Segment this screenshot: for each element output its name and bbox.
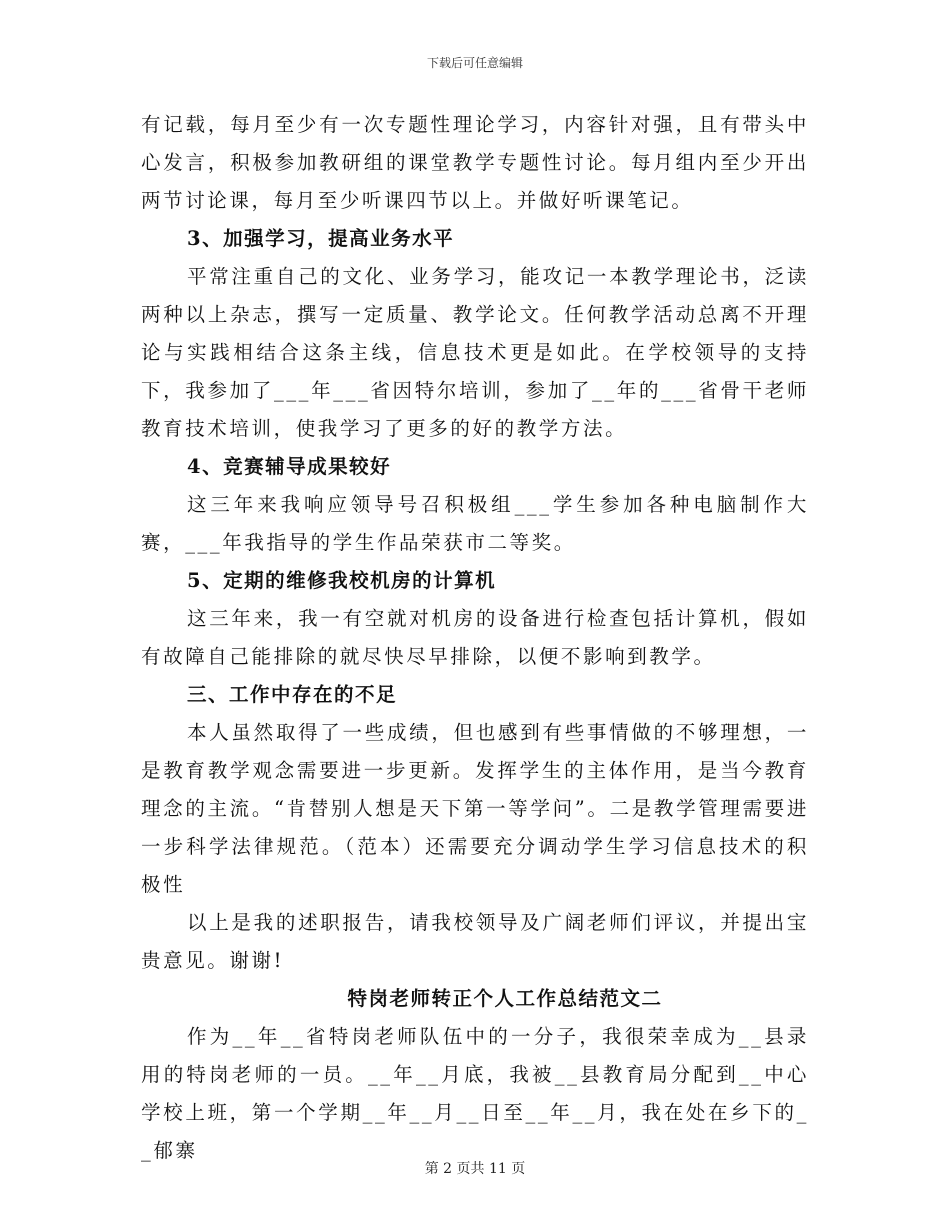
paragraph-shortcomings: 本人虽然取得了一些成绩，但也感到有些事情做的不够理想，一是教育教学观念需要进一步更新。发挥学生的主体作用，是当今教育理念的主流。“肯替别人想是天下第一等学问”。二是教学管理需要进一步科学法律规范。（范本）还需要充分调动学生学习信息技术的积极性 xyxy=(141,721,809,896)
section-title: 特岗老师转正个人工作总结范文二 xyxy=(347,987,663,1010)
heading-competition: 4、竞赛辅导成果较好 xyxy=(187,455,392,478)
paragraph-maintenance: 这三年来，我一有空就对机房的设备进行检查包括计算机，假如有故障自己能排除的就尽快尽早排除，以便不影响到教学。 xyxy=(141,607,809,668)
document-body xyxy=(141,106,809,1170)
heading-shortcomings: 三、工作中存在的不足 xyxy=(187,683,398,706)
paragraph-competition: 这三年来我响应领导号召积极组___学生参加各种电脑制作大赛，___年我指导的学生作品荣获市二等奖。 xyxy=(141,493,809,554)
paragraph-study: 平常注重自己的文化、业务学习，能攻记一本教学理论书，泛读两种以上杂志，撰写一定质量、教学论文。任何教学活动总离不开理论与实践相结合这条主线，信息技术更是如此。在学校领导的支持下，我参加了___年___省因特尔培训，参加了__年的___省骨干老师教育技术培训，使我学习了更多的好的教学方法。 xyxy=(141,265,809,440)
paragraph-closing: 以上是我的述职报告，请我校领导及广阔老师们评议，并提出宝贵意见。谢谢! xyxy=(141,911,809,972)
paragraph-continued: 有记载，每月至少有一次专题性理论学习，内容针对强，且有带头中心发言，积极参加教研组的课堂教学专题性讨论。每月组内至少开出两节讨论课，每月至少听课四节以上。并做好听课笔记。 xyxy=(141,113,809,212)
page-number: 第 2 页共 11 页 xyxy=(424,1161,526,1177)
heading-strengthen-study: 3、加强学习，提高业务水平 xyxy=(187,227,455,250)
heading-maintenance: 5、定期的维修我校机房的计算机 xyxy=(187,569,497,592)
paragraph-intro: 作为__年__省特岗老师队伍中的一分子，我很荣幸成为__县录用的特岗老师的一员。__年__月底，我被__县教育局分配到__中心学校上班，第一个学期__年__月__日至__年__月，我在处在乡下的__郁寨 xyxy=(141,1025,809,1162)
page-header: 下载后可任意编辑 xyxy=(426,56,523,70)
